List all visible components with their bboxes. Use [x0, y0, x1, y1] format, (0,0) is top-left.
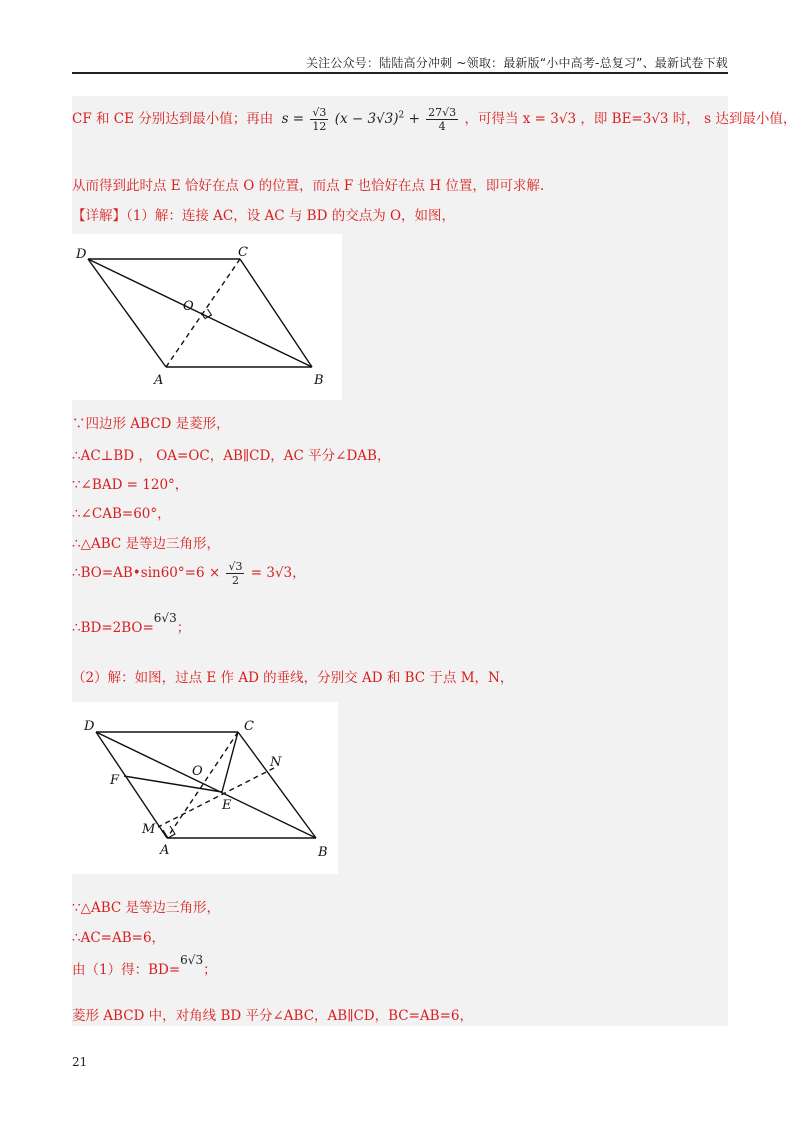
- fig2-label-o: O: [192, 764, 203, 779]
- fig2-segment-ec: [222, 732, 238, 792]
- fig2-perpendicular-mn-dashed: [158, 768, 274, 827]
- part2-step-4: 菱形 ABCD 中，对角线 BD 平分∠ABC，AB∥CD，BC=AB=6，: [72, 1008, 473, 1024]
- fig2-label-e: E: [222, 798, 232, 813]
- fig1-label-d: D: [76, 247, 87, 262]
- page-header: 关注公众号：陆陆高分冲刺 ~领取：最新版“小中高考-总复习”、最新试卷下载: [305, 56, 728, 70]
- fig2-label-a: A: [160, 843, 170, 858]
- part2-step-1: ∵△ABC 是等边三角形，: [72, 900, 221, 916]
- step-7: [72, 611, 191, 636]
- fig2-side-cb: [238, 732, 316, 838]
- formula-s: s =: [281, 111, 305, 127]
- formula-line: [72, 106, 796, 133]
- step6-fraction: [226, 560, 244, 587]
- part-2-intro: （2）解：如图，过点 E 作 AD 的垂线，分别交 AD 和 BC 于点 M，N，: [72, 670, 514, 686]
- step7-text-a: ∴BD=2BO=: [72, 620, 154, 636]
- formula-plus: +: [408, 111, 420, 127]
- step-2: ∴AC⊥BD ， OA=OC，AB∥CD，AC 平分∠DAB，: [72, 448, 391, 464]
- step7-text-c: ；: [176, 620, 191, 636]
- fig1-diagonal-ca-dashed: [166, 259, 240, 367]
- fig1-diagonal-db: [88, 259, 312, 367]
- step6-denominator: 2: [231, 574, 239, 587]
- page-number: 21: [72, 1055, 88, 1069]
- header-divider: [72, 72, 728, 74]
- rhombus-figure-2: [72, 702, 338, 874]
- fig1-side-ad: [88, 259, 166, 367]
- fig1-label-a: A: [154, 373, 164, 388]
- fig2-right-angle-mark: [163, 826, 175, 838]
- step-6: [72, 560, 306, 587]
- step-3: ∵∠BAD = 120°，: [72, 477, 189, 493]
- frac1-numerator: √3: [312, 106, 327, 119]
- part2-step-3: [72, 953, 217, 978]
- step-5: ∴△ABC 是等边三角形，: [72, 536, 221, 552]
- part2-step3-text-a: 由（1）得：BD=: [72, 962, 181, 978]
- fig1-side-cb: [240, 259, 312, 367]
- frac2-denominator: 4: [438, 120, 446, 133]
- step6-text-b: = 3√3，: [250, 565, 306, 581]
- fig2-label-c: C: [244, 719, 254, 734]
- solution-content: [72, 96, 797, 1026]
- part2-step-2: ∴AC=AB=6，: [72, 930, 166, 946]
- detail-line: [72, 204, 455, 224]
- formula-frac-2: [426, 106, 458, 133]
- formula-square: 2: [398, 110, 405, 121]
- detail-tag: 【详解】: [72, 208, 126, 224]
- fig1-label-o: O: [183, 299, 194, 314]
- step6-text-a: ∴BO=AB•sin60°=6 ×: [72, 565, 221, 581]
- detail-text: （1）解：连接 AC，设 AC 与 BD 的交点为 O，如图，: [126, 208, 456, 224]
- line-2: 从而得到此时点 E 恰好在点 O 的位置，而点 F 也恰好在点 H 位置，即可求解.: [72, 178, 545, 194]
- fig2-label-d: D: [84, 719, 95, 734]
- fig1-label-b: B: [314, 373, 324, 388]
- line1-text-b: ，可得当 x = 3√3 ，即 BE=3√3 时， s 达到最小值，: [464, 111, 797, 127]
- part2-step3-text-c: ；: [203, 962, 217, 978]
- frac2-numerator: 27√3: [428, 106, 457, 119]
- part2-step3-value: 6√3: [180, 953, 204, 967]
- line1-text-a: CF 和 CE 分别达到最小值；再由: [72, 111, 274, 127]
- fig2-diagonal-db: [96, 732, 316, 838]
- fig1-label-c: C: [238, 245, 248, 260]
- fig2-label-n: N: [270, 755, 282, 770]
- step6-numerator: √3: [228, 560, 243, 573]
- rhombus-figure-1: [72, 234, 342, 400]
- step-4: ∴∠CAB=60°，: [72, 506, 171, 522]
- step-1: ∵四边形 ABCD 是菱形，: [72, 416, 230, 432]
- fig2-label-b: B: [318, 845, 328, 860]
- frac1-denominator: 12: [312, 120, 327, 133]
- fig2-label-m: M: [142, 822, 156, 837]
- fig2-label-f: F: [110, 773, 120, 788]
- formula-frac-1: [310, 106, 328, 133]
- step7-value: 6√3: [153, 611, 177, 625]
- fig2-side-ad: [96, 732, 167, 838]
- formula-paren: (x − 3√3): [334, 111, 399, 127]
